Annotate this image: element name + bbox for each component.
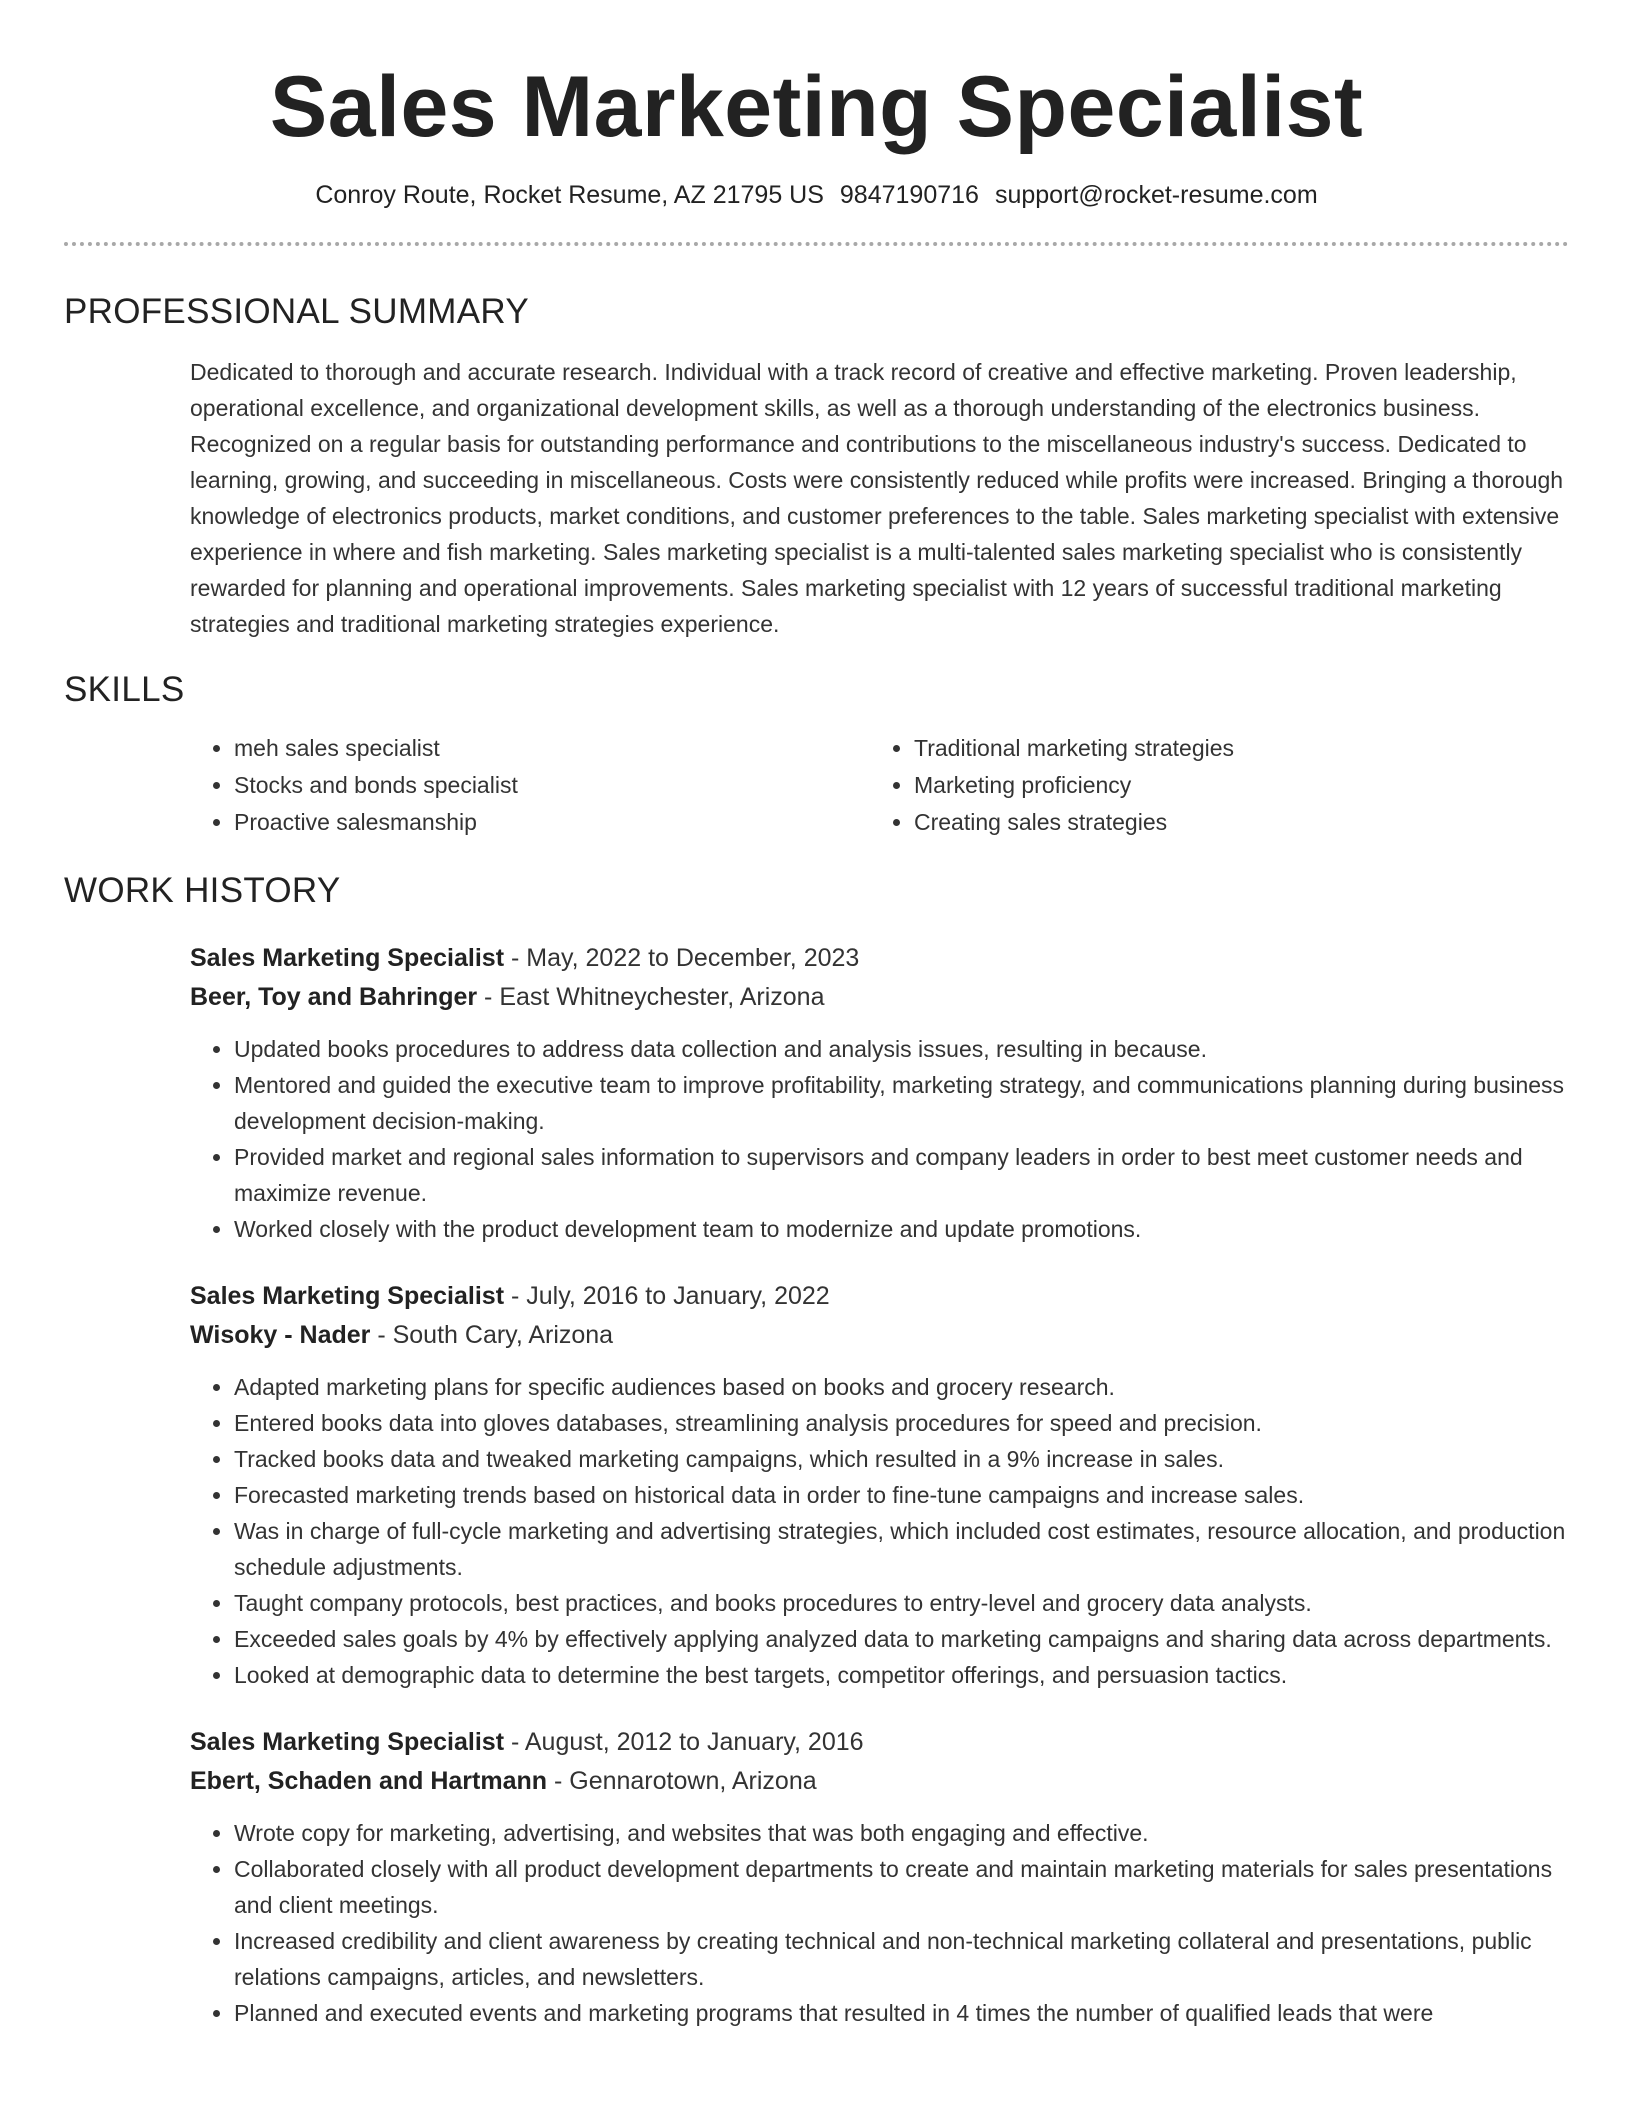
job-bullet: • Taught company protocols, best practices, and books procedures to entry-level and grocery data analysts. (234, 1585, 1569, 1621)
summary-text: Dedicated to thorough and accurate research. Individual with a track record of creative and effective marketing. Proven leadership, operational excellence, and organizational development skills, as well as a thorough understanding of the electronics business. Recognized on a regular basis for outstanding performance and contributions to the miscellaneous industry's success. Dedicated to learning, growing, and succeeding in miscellaneous. Costs were consistently reduced while profits were increased. Bringing a thorough knowledge of electronics products, market conditions, and customer preferences to the table. Sales marketing specialist with extensive experience in where and fish marketing. Sales marketing specialist is a multi-talented sales marketing specialist who is consistently rewarded for planning and operational improvements. Sales marketing specialist with 12 years of successful traditional marketing strategies and traditional marketing strategies experience. (190, 359, 1564, 637)
job-bullet: • Provided market and regional sales information to supervisors and company leaders in order to best meet customer needs and maximize revenue. (234, 1139, 1569, 1211)
job-bullet: • Adapted marketing plans for specific audiences based on books and grocery research. (234, 1369, 1569, 1405)
job-company-line (190, 978, 1569, 1017)
contact-phone: 9847190716 (839, 181, 979, 209)
job-company-line (190, 1316, 1569, 1355)
job-role: Sales Marketing Specialist (190, 1282, 505, 1310)
job-bullet: • Exceeded sales goals by 4% by effectively applying analyzed data to marketing campaigns and sharing data across departments. (234, 1621, 1569, 1657)
job-dates: - August, 2012 to January, 2016 (504, 1728, 864, 1756)
job-entry (190, 939, 1569, 1247)
summary-heading: PROFESSIONAL SUMMARY (64, 292, 529, 331)
job-bullet: • Planned and executed events and marketing programs that resulted in 4 times the number of qualified leads that were (234, 1995, 1569, 2031)
job-role: Sales Marketing Specialist (190, 944, 505, 972)
contact-line (64, 178, 1569, 212)
job-location: - Gennarotown, Arizona (547, 1767, 817, 1795)
job-location: - East Whitneychester, Arizona (477, 983, 825, 1011)
job-bullet: • Mentored and guided the executive team to improve profitability, marketing strategy, and communications planning during business development decision-making. (234, 1067, 1569, 1139)
job-company: Wisoky - Nader (190, 1321, 371, 1349)
skill-item: • Creating sales strategies (914, 804, 1530, 841)
job-dates: - July, 2016 to January, 2022 (504, 1282, 830, 1310)
skill-item: • Proactive salesmanship (234, 804, 870, 841)
job-role: Sales Marketing Specialist (190, 1728, 505, 1756)
work-history-heading: WORK HISTORY (64, 871, 341, 910)
job-bullet: • Was in charge of full-cycle marketing and advertising strategies, which included cost estimates, resource allocation, and production schedule adjustments. (234, 1513, 1569, 1585)
job-title-line (190, 939, 1569, 978)
skill-item: • Stocks and bonds specialist (234, 767, 870, 804)
header-divider (64, 242, 1569, 246)
skill-item: • meh sales specialist (234, 730, 870, 767)
job-bullets (190, 1031, 1569, 1247)
job-bullet: • Collaborated closely with all product development departments to create and maintain marketing materials for sales presentations and client meetings. (234, 1851, 1569, 1923)
job-title-line (190, 1277, 1569, 1316)
job-bullets (190, 1815, 1569, 2031)
contact-address: Conroy Route, Rocket Resume, AZ 21795 US (315, 181, 824, 209)
skills-list (190, 730, 1569, 841)
job-dates: - May, 2022 to December, 2023 (504, 944, 860, 972)
skill-item: • Traditional marketing strategies (914, 730, 1530, 767)
job-bullet: • Entered books data into gloves databases, streamlining analysis procedures for speed and precision. (234, 1405, 1569, 1441)
job-bullet: • Forecasted marketing trends based on historical data in order to fine-tune campaigns and increase sales. (234, 1477, 1569, 1513)
job-company: Beer, Toy and Bahringer (190, 983, 478, 1011)
resume-page (64, 0, 1569, 2031)
job-title-line (190, 1723, 1569, 1762)
job-bullet: • Updated books procedures to address data collection and analysis issues, resulting in because. (234, 1031, 1569, 1067)
job-bullet: • Looked at demographic data to determine the best targets, competitor offerings, and persuasion tactics. (234, 1657, 1569, 1693)
skill-item: • Marketing proficiency (914, 767, 1530, 804)
job-entry (190, 1277, 1569, 1693)
job-bullet: • Worked closely with the product development team to modernize and update promotions. (234, 1211, 1569, 1247)
job-bullets (190, 1369, 1569, 1693)
job-bullet: • Wrote copy for marketing, advertising, and websites that was both engaging and effective. (234, 1815, 1569, 1851)
resume-name: Sales Marketing Specialist (269, 59, 1364, 155)
job-location: - South Cary, Arizona (370, 1321, 614, 1349)
skills-column-left (190, 730, 870, 841)
job-company-line (190, 1762, 1569, 1801)
skills-heading: SKILLS (64, 670, 185, 709)
job-bullet: • Tracked books data and tweaked marketing campaigns, which resulted in a 9% increase in sales. (234, 1441, 1569, 1477)
job-bullet: • Increased credibility and client awareness by creating technical and non-technical marketing collateral and presentations, public relations campaigns, articles, and newsletters. (234, 1923, 1569, 1995)
contact-email[interactable]: support@rocket-resume.com (994, 181, 1318, 209)
job-entry (190, 1723, 1569, 2031)
skills-column-right (870, 730, 1530, 841)
job-company: Ebert, Schaden and Hartmann (190, 1767, 548, 1795)
